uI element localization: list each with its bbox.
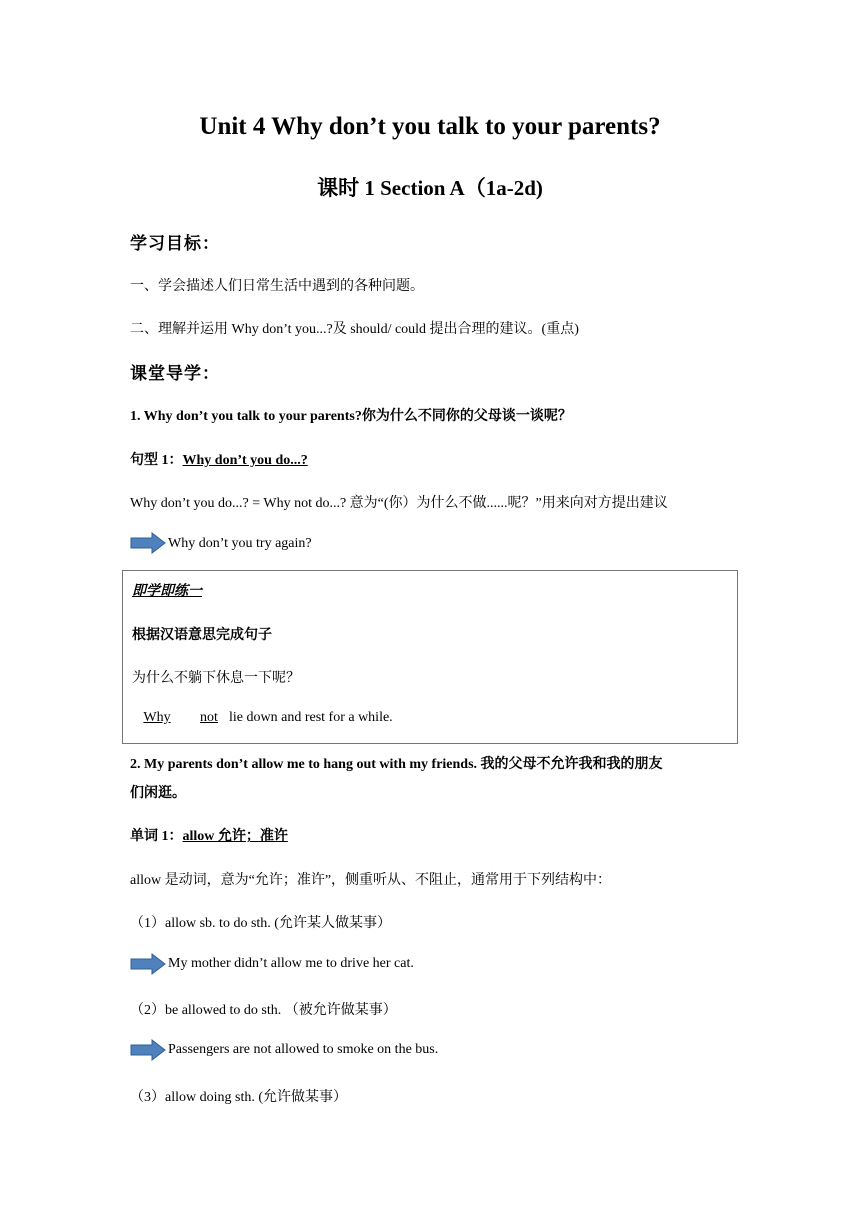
word-text: allow 允许；准许	[182, 829, 288, 844]
pattern-text: Why don’t you do...?	[182, 453, 308, 468]
point-1-sentence: 1. Why don’t you talk to your parents?你为什么不同你的父母谈一谈呢？	[130, 409, 572, 424]
guide-heading: 课堂导学：	[130, 364, 220, 384]
answer-rest: lie down and rest for a while.	[229, 710, 393, 725]
page-subtitle: 课时 1 Section A（1a-2d)	[317, 176, 543, 200]
structure-2: （2）be allowed to do sth. （被允许做某事）	[130, 1003, 397, 1018]
practice-instruction: 根据汉语意思完成句子	[132, 627, 272, 643]
objectives-heading: 学习目标：	[130, 234, 220, 254]
point-2-sentence-line1: 2. My parents don’t allow me to hang out with my friends. 我的父母不允许我和我的朋友	[130, 757, 663, 772]
objective-2: 二、理解并运用 Why don’t you...?及 should/ could 提出合理的建议。(重点)	[130, 322, 579, 337]
right-arrow-icon	[130, 953, 166, 975]
structure-3: （3）allow doing sth. (允许做某事）	[130, 1090, 347, 1105]
objective-1: 一、学会描述人们日常生活中遇到的各种问题。	[130, 279, 424, 294]
answer-blank-2: not	[200, 710, 218, 725]
pattern-1-example: Why don’t you try again?	[168, 536, 312, 551]
word-1-explanation: allow 是动词，意为“允许；准许”，侧重听从、不阻止，通常用于下列结构中：	[130, 873, 612, 888]
word-label: 单词 1：	[130, 829, 183, 844]
answer-blank-1: Why	[143, 710, 171, 725]
example-2: Passengers are not allowed to smoke on the bus.	[168, 1042, 439, 1057]
pattern-1-explanation: Why don’t you do...? = Why not do...? 意为“(你）为什么不做......呢？”用来向对方提出建议	[130, 496, 668, 511]
right-arrow-icon	[130, 532, 166, 554]
practice-answer-row	[132, 710, 393, 726]
practice-box	[122, 570, 738, 744]
pattern-1-row	[130, 449, 308, 469]
point-2-sentence-line2: 们闲逛。	[130, 786, 186, 801]
practice-title: 即学即练一	[132, 583, 202, 599]
right-arrow-icon	[130, 1039, 166, 1061]
example-1: My mother didn’t allow me to drive her cat.	[168, 956, 414, 971]
structure-1: （1）allow sb. to do sth. (允许某人做某事）	[130, 916, 391, 931]
word-1-row	[130, 825, 288, 845]
page-title: Unit 4 Why don’t you talk to your parents?	[199, 113, 661, 140]
practice-prompt: 为什么不躺下休息一下呢？	[132, 671, 300, 686]
pattern-label: 句型 1：	[130, 453, 183, 468]
